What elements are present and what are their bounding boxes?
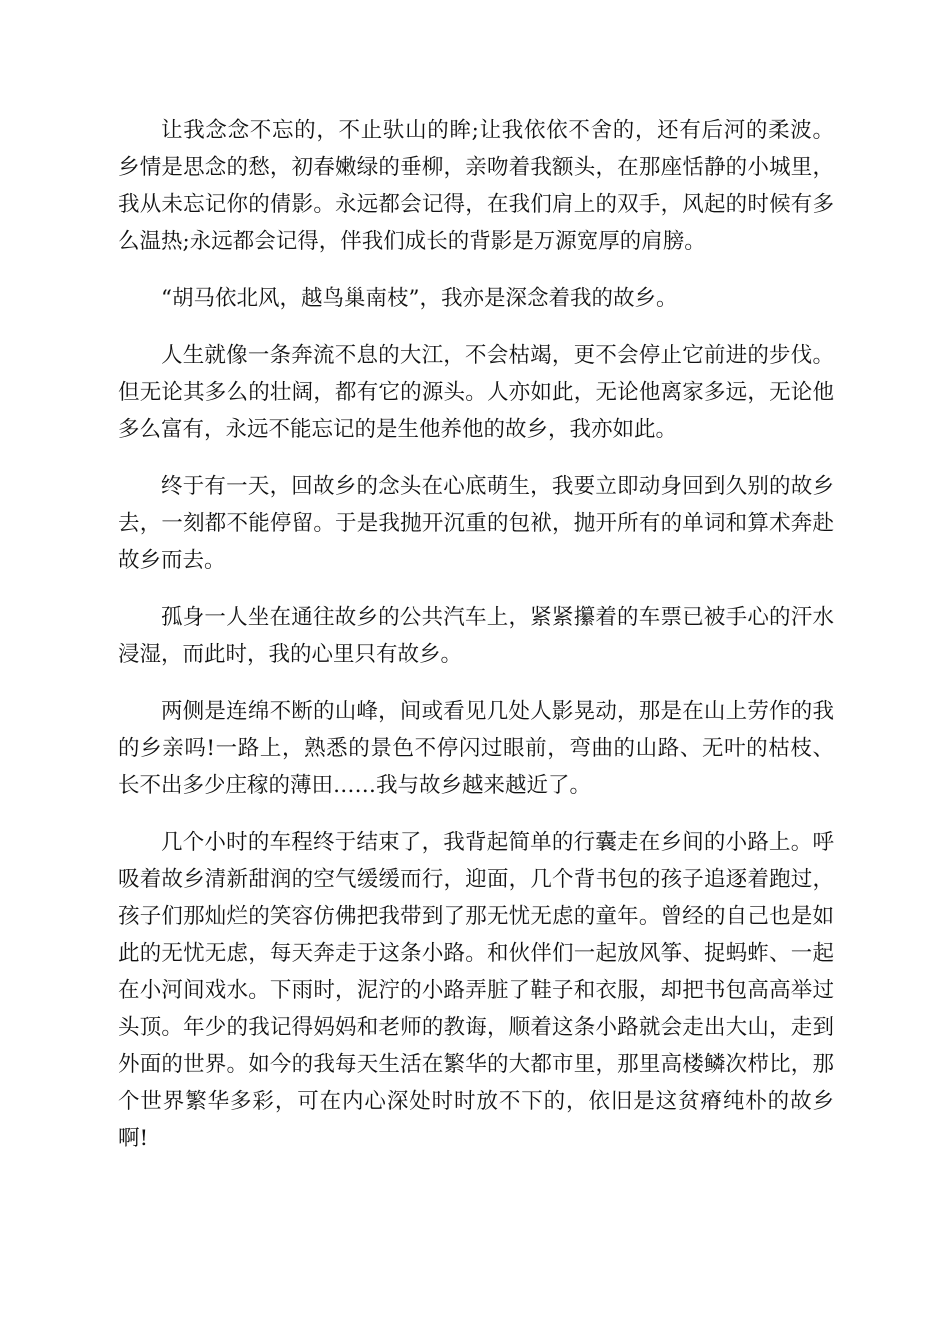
- document-body: [118, 112, 834, 1177]
- paragraph-3: 人生就像一条奔流不息的大江，不会枯竭，更不会停止它前进的步伐。但无论其多么的壮阔，都有它的源头。人亦如此，无论他离家多远，无论他多么富有，永远不能忘记的是生他养他的故乡，我亦如此。: [118, 343, 834, 442]
- paragraph-7: 几个小时的车程终于结束了，我背起简单的行囊走在乡间的小路上。呼吸着故乡清新甜润的空气缓缓而行，迎面，几个背书包的孩子追逐着跑过，孩子们那灿烂的笑容仿佛把我带到了那无忧无虑的童年。曾经的自己也是如此的无忧无虑，每天奔走于这条小路。和伙伴们一起放风筝、捉蚂蚱、一起在小河间戏水。下雨时，泥泞的小路弄脏了鞋子和衣服，却把书包高高举过头顶。年少的我记得妈妈和老师的教诲，顺着这条小路就会走出大山，走到外面的世界。如今的我每天生活在繁华的大都市里，那里高楼鳞次栉比，那个世界繁华多彩，可在内心深处时时放不下的，依旧是这贫瘠纯朴的故乡啊!: [118, 830, 834, 1151]
- paragraph-1: 让我念念不忘的，不止驮山的眸;让我依依不舍的，还有后河的柔波。乡情是思念的愁，初春嫩绿的垂柳，亲吻着我额头，在那座恬静的小城里，我从未忘记你的倩影。永远都会记得，在我们肩上的双手，风起的时候有多么温热;永远都会记得，伴我们成长的背影是万源宽厚的肩膀。: [118, 118, 834, 254]
- paragraph-2: “胡马依北风，越鸟巢南枝”，我亦是深念着我的故乡。: [161, 286, 678, 311]
- paragraph-6: 两侧是连绵不断的山峰，间或看见几处人影晃动，那是在山上劳作的我的乡亲吗!一路上，熟悉的景色不停闪过眼前，弯曲的山路、无叶的枯枝、长不出多少庄稼的薄田……我与故乡越来越近了。: [118, 699, 834, 798]
- paragraph-5: 孤身一人坐在通往故乡的公共汽车上，紧紧攥着的车票已被手心的汗水浸湿，而此时，我的心里只有故乡。: [118, 605, 834, 667]
- paragraph-4: 终于有一天，回故乡的念头在心底萌生，我要立即动身回到久别的故乡去，一刻都不能停留。于是我抛开沉重的包袱，抛开所有的单词和算术奔赴故乡而去。: [118, 474, 834, 573]
